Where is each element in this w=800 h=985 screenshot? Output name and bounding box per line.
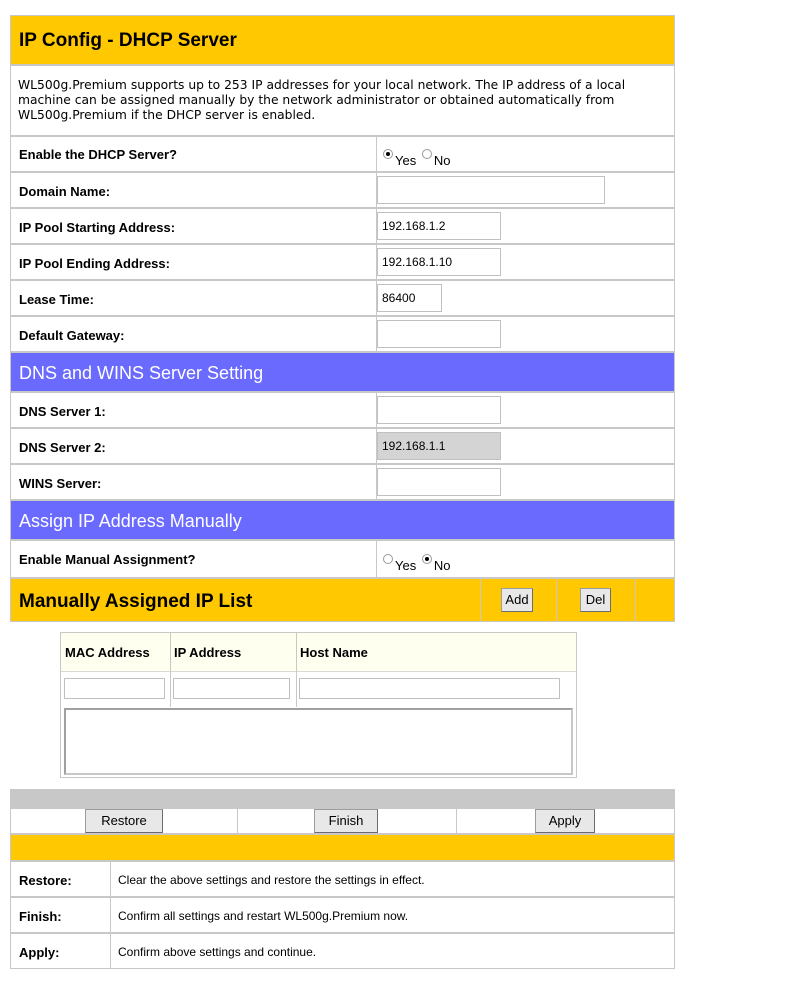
- help-row-restore: [10, 861, 675, 897]
- host-name-column-header: Host Name: [300, 645, 368, 660]
- ip-list-header-row: [61, 633, 576, 672]
- pool-end-input[interactable]: 192.168.1.10: [377, 248, 501, 276]
- page-title: IP Config - DHCP Server: [19, 30, 237, 51]
- dns1-input[interactable]: [377, 396, 501, 424]
- page-description: WL500g.Premium supports up to 253 IP addresses for your local network. The IP address of a local machine can be assigned manually by the network administrator or obtained automatically from WL500g.Premium if the DHCP server is enabled.: [18, 78, 626, 122]
- ip-address-column-header: IP Address: [174, 645, 242, 660]
- dhcp-enable-yes-label: Yes: [395, 153, 417, 168]
- default-gateway-row: [10, 316, 675, 352]
- lease-time-input[interactable]: 86400: [377, 284, 442, 312]
- help-term-apply: Apply:: [19, 945, 60, 960]
- pool-start-label: IP Pool Starting Address:: [19, 220, 176, 235]
- finish-button[interactable]: Finish: [314, 809, 378, 833]
- add-button[interactable]: Add: [501, 588, 533, 612]
- dhcp-enable-row: [10, 136, 675, 172]
- ip-list-header: [10, 578, 675, 622]
- domain-name-input[interactable]: [377, 176, 605, 204]
- wins-input[interactable]: [377, 468, 501, 496]
- page-header: [10, 15, 675, 65]
- dns1-row: [10, 392, 675, 428]
- default-gateway-input[interactable]: [377, 320, 501, 348]
- help-term-restore: Restore:: [19, 873, 72, 888]
- restore-button[interactable]: Restore: [85, 809, 163, 833]
- action-bar-top: [10, 789, 675, 808]
- ip-list-title: Manually Assigned IP List: [19, 591, 253, 612]
- dns-section-title: DNS and WINS Server Setting: [19, 363, 264, 383]
- default-gateway-label: Default Gateway:: [19, 328, 125, 343]
- dhcp-enable-no-label: No: [433, 153, 451, 168]
- help-text-apply: Confirm above settings and continue.: [118, 945, 317, 959]
- apply-button[interactable]: Apply: [535, 809, 595, 833]
- help-row-apply: [10, 933, 675, 969]
- host-name-input[interactable]: [299, 678, 560, 699]
- help-term-finish: Finish:: [19, 909, 62, 924]
- dhcp-enable-label: Enable the DHCP Server?: [19, 147, 177, 162]
- help-text-restore: Clear the above settings and restore the settings in effect.: [118, 873, 425, 887]
- pool-start-row: [10, 208, 675, 244]
- ip-list-box[interactable]: [64, 708, 573, 775]
- pool-end-row: [10, 244, 675, 280]
- help-row-finish: [10, 897, 675, 933]
- ip-address-input[interactable]: [173, 678, 290, 699]
- dns2-input[interactable]: 192.168.1.1: [377, 432, 501, 460]
- wins-row: [10, 464, 675, 500]
- manual-enable-row: [10, 540, 675, 578]
- help-text-finish: Confirm all settings and restart WL500g.Premium now.: [118, 909, 409, 923]
- pool-start-input[interactable]: 192.168.1.2: [377, 212, 501, 240]
- manual-enable-yes-label: Yes: [395, 558, 417, 573]
- action-bar: [10, 808, 675, 834]
- domain-name-label: Domain Name:: [19, 184, 111, 199]
- dns2-label: DNS Server 2:: [19, 440, 106, 455]
- dhcp-enable-no-radio[interactable]: [422, 149, 432, 159]
- dhcp-enable-yes-radio[interactable]: [383, 149, 393, 159]
- dns1-label: DNS Server 1:: [19, 404, 106, 419]
- description-row: [10, 65, 675, 136]
- manual-section-title: Assign IP Address Manually: [19, 511, 242, 531]
- manual-enable-radio-group: [383, 554, 452, 573]
- ip-list-table: [60, 632, 577, 778]
- lease-time-label: Lease Time:: [19, 292, 94, 307]
- del-button[interactable]: Del: [580, 588, 611, 612]
- dns-section-header: [10, 352, 675, 392]
- domain-name-row: [10, 172, 675, 208]
- manual-section-header: [10, 500, 675, 540]
- dhcp-enable-radio-group: [383, 149, 452, 168]
- mac-address-column-header: MAC Address: [65, 645, 150, 660]
- dns2-row: [10, 428, 675, 464]
- mac-address-input[interactable]: [64, 678, 165, 699]
- manual-enable-no-radio[interactable]: [422, 554, 432, 564]
- manual-enable-no-label: No: [433, 558, 451, 573]
- help-header: [10, 834, 675, 861]
- manual-enable-yes-radio[interactable]: [383, 554, 393, 564]
- manual-enable-label: Enable Manual Assignment?: [19, 552, 196, 567]
- lease-time-row: [10, 280, 675, 316]
- wins-label: WINS Server:: [19, 476, 102, 491]
- pool-end-label: IP Pool Ending Address:: [19, 256, 170, 271]
